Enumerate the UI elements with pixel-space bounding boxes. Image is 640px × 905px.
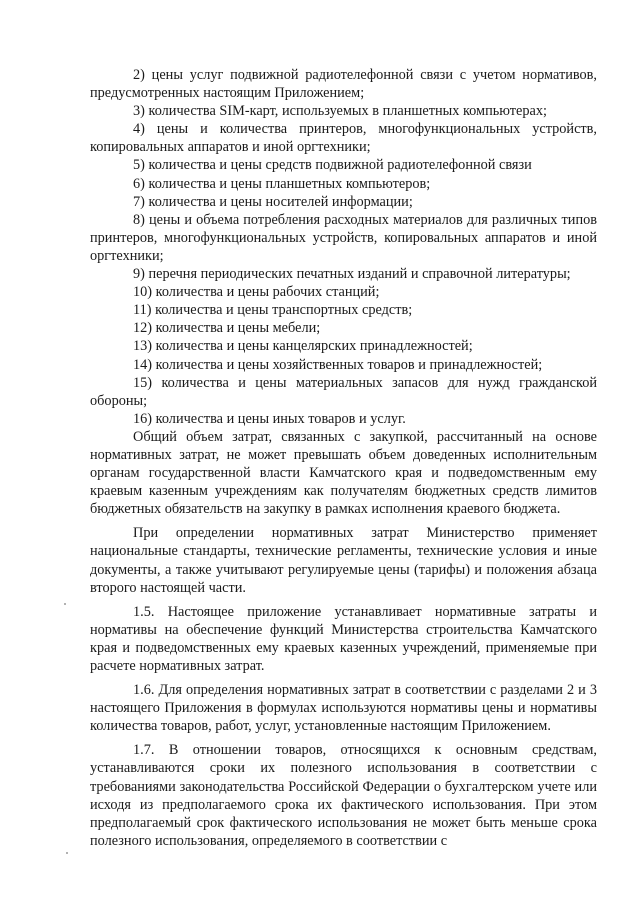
- paragraph-standards: При определении нормативных затрат Министерство применяет национальные стандарты, технические регламенты, технические условия и иные документы, а также учитывают регулируемые цены (тарифы) и положения абзаца второго настоящей части.: [90, 525, 597, 596]
- list-item-8: 8) цены и объема потребления расходных материалов для различных типов принтеров, многофункциональных устройств, копировальных аппаратов и иной оргтехники;: [90, 211, 597, 264]
- list-item-9: 9) перечня периодических печатных изданий и справочной литературы;: [133, 266, 571, 283]
- list-item-7: 7) количества и цены носителей информации;: [133, 193, 413, 210]
- list-item-5: 5) количества и цены средств подвижной радиотелефонной связи: [133, 157, 532, 174]
- section-1-7: 1.7. В отношении товаров, относящихся к основным средствам, устанавливаются сроки их полезного использования в соответствии с требованиями законодательства Российской Федерации о бухгалтерском учете или исходя из предполагаемого срока их фактического использования. При этом предполагаемый срок фактического использования не может быть меньше срока полезного использования, определяемого в соответствии с: [90, 742, 597, 849]
- list-item-14: 14) количества и цены хозяйственных товаров и принадлежностей;: [133, 356, 543, 373]
- list-item-6: 6) количества и цены планшетных компьютеров;: [133, 175, 431, 192]
- paragraph-total-costs: Общий объем затрат, связанных с закупкой, рассчитанный на основе нормативных затрат, не может превышать объем доведенных исполнительным органам государственной власти Камчатского края и подведомственным ему краевым казенным учреждениям как получателям бюджетных средств лимитов бюджетных обязательств на закупку в рамках исполнения краевого бюджета.: [90, 428, 597, 518]
- list-item-13: 13) количества и цены канцелярских принадлежностей;: [133, 338, 473, 355]
- scan-speck: [64, 603, 66, 605]
- list-item-4: 4) цены и количества принтеров, многофункциональных устройств, копировальных аппаратов и иной оргтехники;: [90, 121, 597, 156]
- list-item-12: 12) количества и цены мебели;: [133, 320, 321, 337]
- scan-speck: [66, 852, 68, 854]
- list-item-16: 16) количества и цены иных товаров и услуг.: [133, 410, 406, 427]
- document-page: [90, 66, 597, 850]
- section-1-6: 1.6. Для определения нормативных затрат в соответствии с разделами 2 и 3 настоящего Приложения в формулах используются нормативы цены и нормативы количества товаров, работ, услуг, установленные настоящим Приложением.: [90, 682, 597, 735]
- list-item-2: 2) цены услуг подвижной радиотелефонной связи с учетом нормативов, предусмотренных настоящим Приложением;: [90, 67, 597, 102]
- list-item-11: 11) количества и цены транспортных средств;: [133, 302, 413, 319]
- list-item-10: 10) количества и цены рабочих станций;: [133, 284, 380, 301]
- section-1-5: 1.5. Настоящее приложение устанавливает нормативные затраты и нормативы на обеспечение функций Министерства строительства Камчатского края и подведомственных ему краевых казенных учреждений, применяемые при расчете нормативных затрат.: [90, 603, 597, 674]
- list-item-3: 3) количества SIM-карт, используемых в планшетных компьютерах;: [133, 103, 547, 120]
- list-item-15: 15) количества и цены материальных запасов для нужд гражданской обороны;: [90, 374, 597, 409]
